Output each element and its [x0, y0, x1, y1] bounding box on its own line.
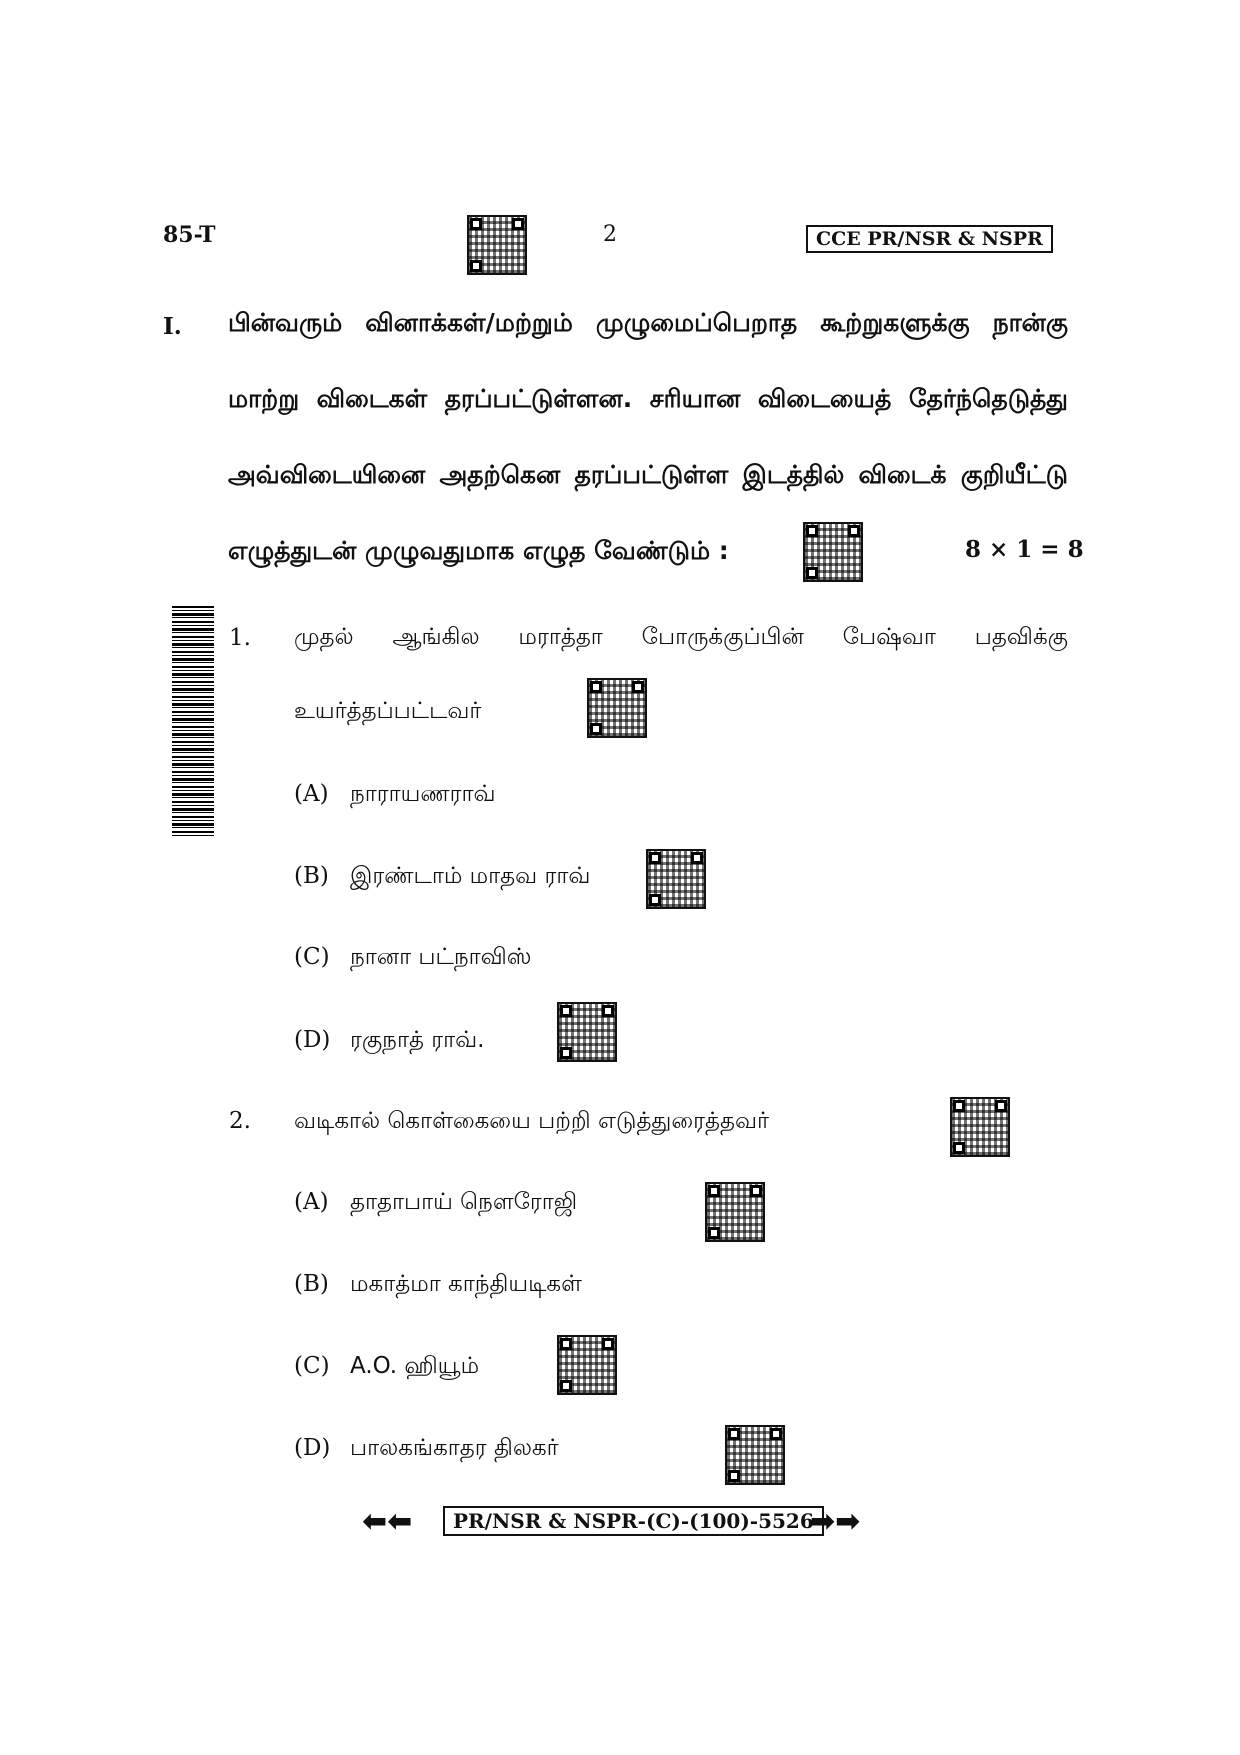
question-text: முதல் ஆங்கில மராத்தா போருக்குப்பின் பேஷ்வா பதவிக்கு: [294, 624, 1068, 650]
qr-code-icon: [646, 849, 706, 909]
question-number: 1.: [229, 625, 251, 651]
qr-code-icon: [725, 1425, 785, 1485]
option-label: (D): [294, 1435, 331, 1461]
barcode-icon: [172, 606, 214, 838]
qr-code-icon: [557, 1002, 617, 1062]
option-text: மகாத்மா காந்தியடிகள்: [350, 1271, 582, 1297]
option-text: இரண்டாம் மாதவ ராவ்: [350, 863, 591, 889]
double-arrow-right-icon: ➡➡: [810, 1504, 861, 1539]
option-text: தாதாபாய் நௌரோஜி: [350, 1189, 578, 1215]
option-label: (A): [294, 1189, 329, 1215]
option-text: நானா பட்நாவிஸ்: [350, 944, 532, 970]
option-text: ரகுநாத் ராவ்.: [350, 1027, 485, 1053]
qr-code-icon: [950, 1097, 1010, 1157]
instruction-line-4: எழுத்துடன் முழுவதுமாக எழுத வேண்டும் :: [228, 536, 729, 565]
option-label: (A): [294, 781, 329, 807]
option-label: (D): [294, 1027, 331, 1053]
qr-code-icon: [803, 522, 863, 582]
instruction-line-2: மாற்று விடைகள் தரப்பட்டுள்ளன. சரியான விடையைத் தேர்ந்தெடுத்து: [228, 384, 1068, 413]
section-marks: 8 × 1 = 8: [965, 536, 1084, 563]
qr-code-icon: [587, 678, 647, 738]
option-label: (B): [294, 863, 329, 889]
instruction-line-3: அவ்விடையினை அதற்கென தரப்பட்டுள்ள இடத்தில் விடைக் குறியீட்டு: [228, 460, 1068, 489]
footer-code: PR/NSR & NSPR-(C)-(100)-5526: [443, 1506, 824, 1536]
question-number: 2.: [229, 1108, 251, 1134]
option-label: (B): [294, 1271, 329, 1297]
qr-code-icon: [557, 1335, 617, 1395]
question-text: வடிகால் கொள்கையை பற்றி எடுத்துரைத்தவர்: [294, 1108, 770, 1134]
option-text: நாராயணராவ்: [350, 781, 496, 807]
page-number: 2: [603, 222, 617, 247]
option-label: (C): [294, 1353, 330, 1379]
qr-code-icon: [467, 215, 527, 275]
series-box: CCE PR/NSR & NSPR: [806, 225, 1053, 253]
option-text: A.O. ஹியூம்: [350, 1353, 480, 1379]
question-text-continued: உயர்த்தப்பட்டவர்: [294, 698, 482, 724]
paper-code: 85-T: [163, 222, 216, 248]
double-arrow-left-icon: ⬅⬅: [362, 1504, 413, 1539]
qr-code-icon: [705, 1182, 765, 1242]
section-number: I.: [163, 313, 182, 340]
instruction-line-1: பின்வரும் வினாக்கள்/மற்றும் முழுமைப்பெறாத கூற்றுகளுக்கு நான்கு: [228, 308, 1068, 337]
option-text: பாலகங்காதர திலகர்: [350, 1435, 559, 1461]
option-label: (C): [294, 944, 330, 970]
